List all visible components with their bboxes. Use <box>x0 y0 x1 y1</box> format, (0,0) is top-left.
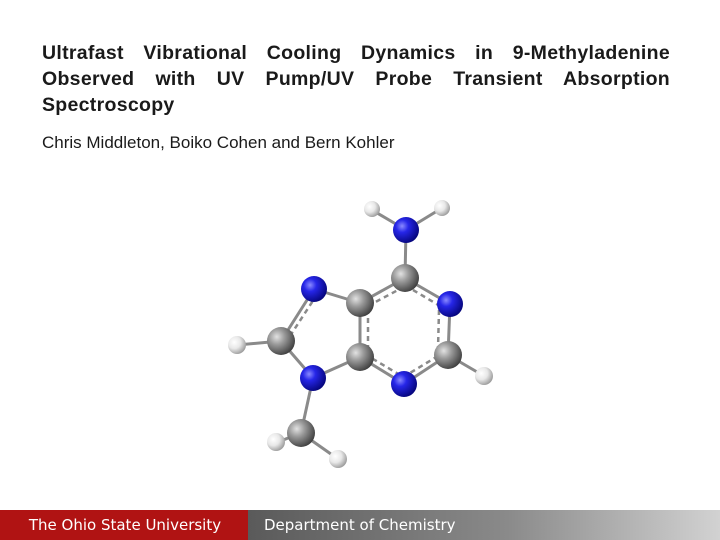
slide-title: Ultrafast Vibrational Cooling Dynamics in 9-Methyladenine Observed with UV Pump/UV Probe Transient Absorption Spectroscopy <box>42 42 670 116</box>
carbon-atoms <box>267 264 462 447</box>
author-list: Chris Middleton, Boiko Cohen and Bern Kohler <box>42 133 395 152</box>
department-label: Department of Chemistry <box>248 510 720 540</box>
methyladenine-molecule-image <box>200 185 520 475</box>
university-label: The Ohio State University <box>0 510 248 540</box>
footer-bar <box>0 510 720 540</box>
